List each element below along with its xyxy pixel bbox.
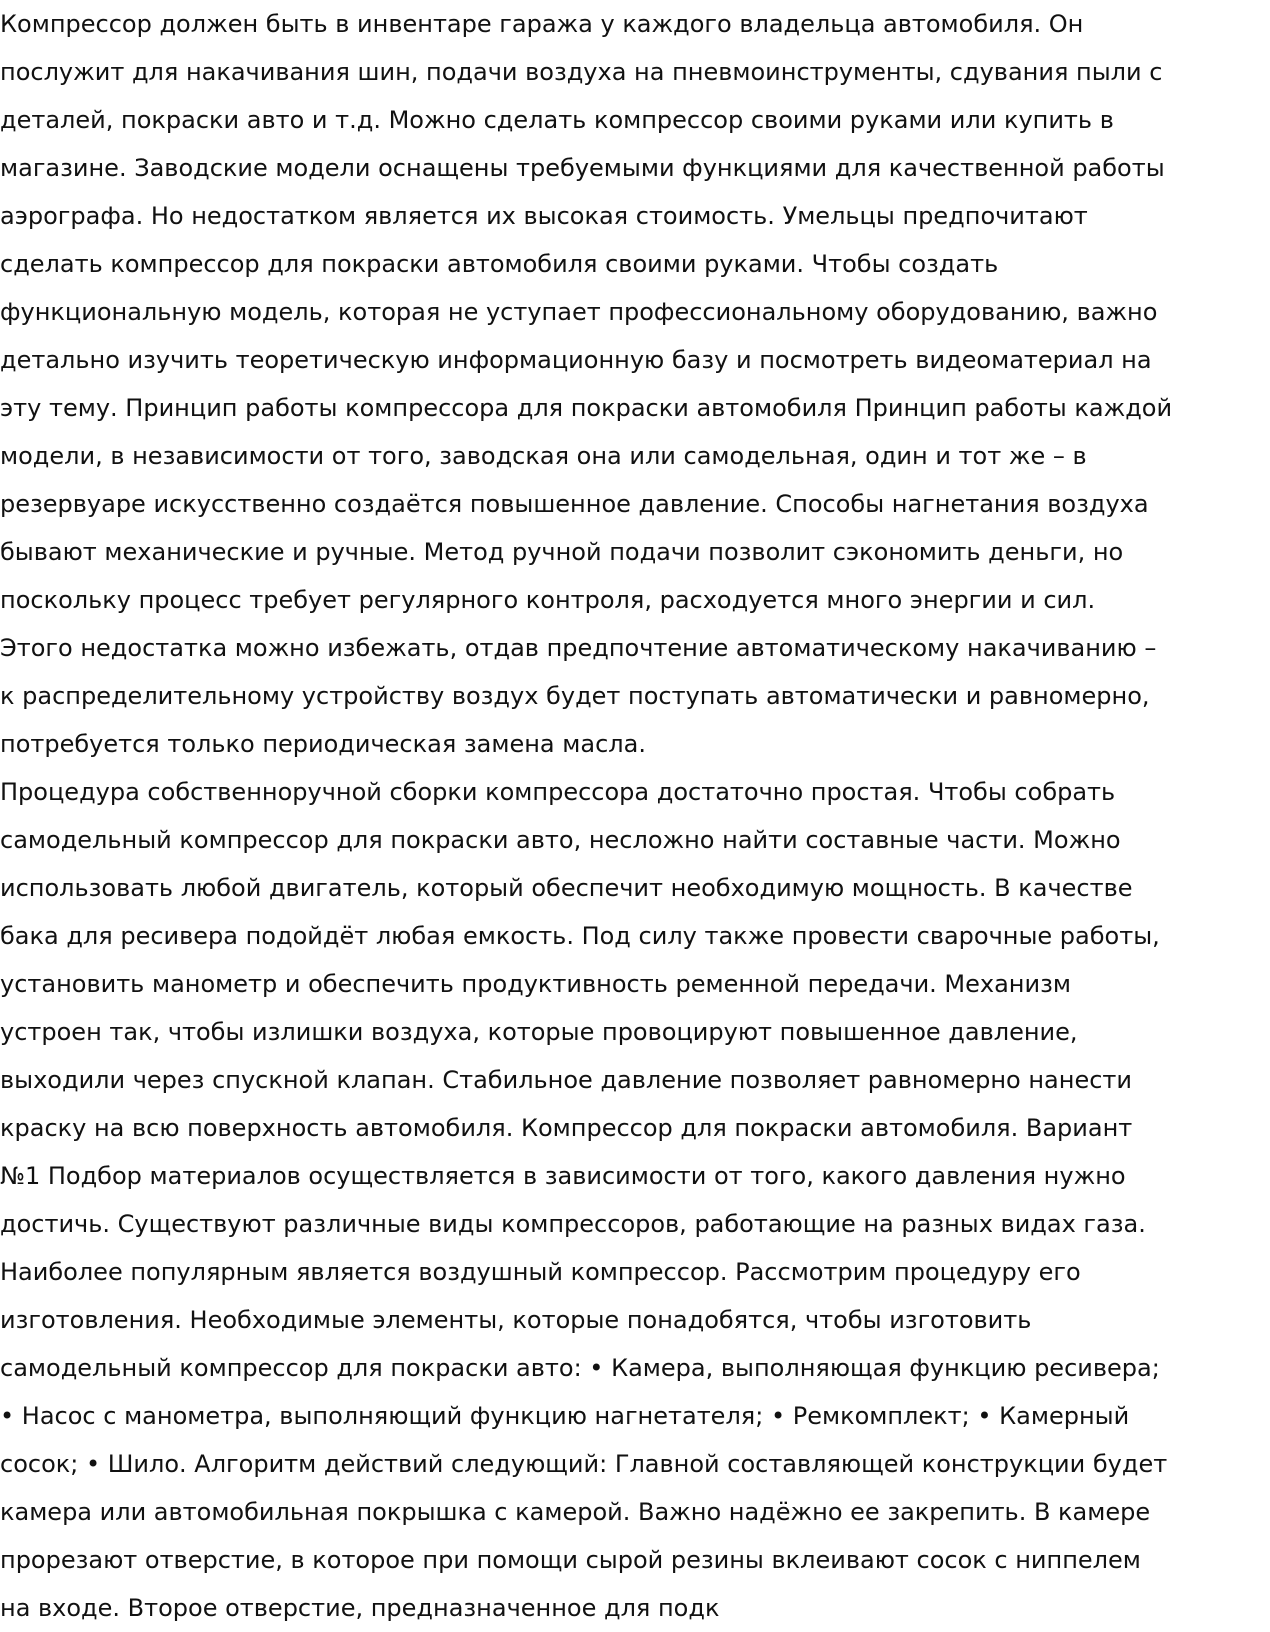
text-line: использовать любой двигатель, который обеспечит необходимую мощность. В качестве (0, 874, 1133, 902)
text-line: бывают механические и ручные. Метод ручной подачи позволит сэкономить деньги, но (0, 538, 1124, 566)
text-line: №1 Подбор материалов осуществляется в зависимости от того, какого давления нужно (0, 1162, 1126, 1190)
paragraph-1 (0, 0, 1270, 768)
text-line: эту тему. Принцип работы компрессора для покраски автомобиля Принцип работы каждой (0, 394, 1173, 422)
text-line: сосок; • Шило. Алгоритм действий следующий: Главной составляющей конструкции будет (0, 1450, 1168, 1478)
text-line: камера или автомобильная покрышка с камерой. Важно надёжно ее закрепить. В камере (0, 1498, 1151, 1526)
text-line: бака для ресивера подойдёт любая емкость. Под силу также провести сварочные работы, (0, 922, 1160, 950)
text-line: установить манометр и обеспечить продуктивность ременной передачи. Механизм (0, 970, 1071, 998)
paragraph-2 (0, 768, 1270, 1632)
text-line: прорезают отверстие, в которое при помощи сырой резины вклеивают сосок с ниппелем (0, 1546, 1141, 1574)
text-line: деталей, покраски авто и т.д. Можно сделать компрессор своими руками или купить в (0, 106, 1114, 134)
text-line: краску на всю поверхность автомобиля. Компрессор для покраски автомобиля. Вариант (0, 1114, 1133, 1142)
text-line: потребуется только периодическая замена масла. (0, 730, 646, 758)
text-line: самодельный компрессор для покраски авто: • Камера, выполняющая функцию ресивера; (0, 1354, 1160, 1382)
text-line: сделать компрессор для покраски автомобиля своими руками. Чтобы создать (0, 250, 999, 278)
text-line: детально изучить теоретическую информационную базу и посмотреть видеоматериал на (0, 346, 1152, 374)
text-line: резервуаре искусственно создаётся повышенное давление. Способы нагнетания воздуха (0, 490, 1149, 518)
text-line: достичь. Существуют различные виды компрессоров, работающие на разных видах газа. (0, 1210, 1146, 1238)
text-line: Компрессор должен быть в инвентаре гаража у каждого владельца автомобиля. Он (0, 10, 1084, 38)
text-line: модели, в независимости от того, заводская она или самодельная, один и тот же – в (0, 442, 1087, 470)
text-line: изготовления. Необходимые элементы, которые понадобятся, чтобы изготовить (0, 1306, 1032, 1334)
text-line: поскольку процесс требует регулярного контроля, расходуется много энергии и сил. (0, 586, 1096, 614)
text-line: устроен так, чтобы излишки воздуха, которые провоцируют повышенное давление, (0, 1018, 1078, 1046)
text-line: на входе. Второе отверстие, предназначенное для подк (0, 1594, 720, 1622)
text-line: аэрографа. Но недостатком является их высокая стоимость. Умельцы предпочитают (0, 202, 1088, 230)
text-line: • Насос с манометра, выполняющий функцию нагнетателя; • Ремкомплект; • Камерный (0, 1402, 1130, 1430)
text-line: Процедура собственноручной сборки компрессора достаточно простая. Чтобы собрать (0, 778, 1116, 806)
text-line: послужит для накачивания шин, подачи воздуха на пневмоинструменты, сдувания пыли с (0, 58, 1163, 86)
text-line: выходили через спускной клапан. Стабильное давление позволяет равномерно нанести (0, 1066, 1132, 1094)
text-line: Наиболее популярным является воздушный компрессор. Рассмотрим процедуру его (0, 1258, 1081, 1286)
text-line: магазине. Заводские модели оснащены требуемыми функциями для качественной работы (0, 154, 1165, 182)
text-line: Этого недостатка можно избежать, отдав предпочтение автоматическому накачиванию – (0, 634, 1157, 662)
text-line: к распределительному устройству воздух будет поступать автоматически и равномерно, (0, 682, 1150, 710)
text-line: функциональную модель, которая не уступает профессиональному оборудованию, важно (0, 298, 1158, 326)
text-line: самодельный компрессор для покраски авто, несложно найти составные части. Можно (0, 826, 1121, 854)
